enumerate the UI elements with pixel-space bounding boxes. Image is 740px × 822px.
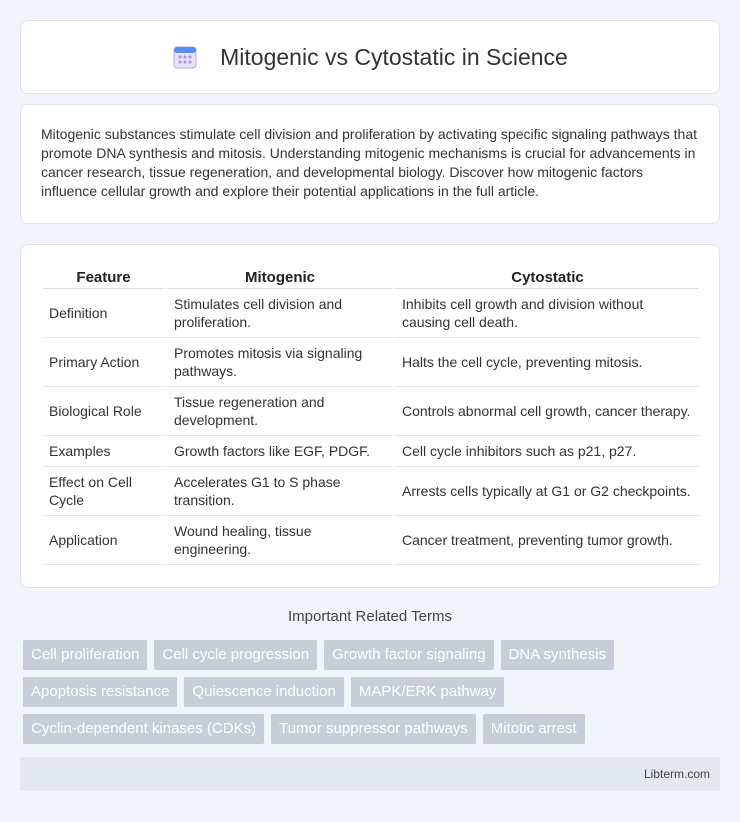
table-row <box>43 516 699 565</box>
table-row <box>43 338 699 387</box>
table-cell: Promotes mitosis via signaling pathways. <box>164 338 392 387</box>
term-tag[interactable]: Cyclin-dependent kinases (CDKs) <box>23 714 264 744</box>
term-tag[interactable]: DNA synthesis <box>501 640 615 670</box>
term-tag[interactable]: Quiescence induction <box>184 677 343 707</box>
comparison-table <box>43 265 699 565</box>
table-cell: Cancer treatment, preventing tumor growth. <box>392 516 699 565</box>
term-tag[interactable]: Growth factor signaling <box>324 640 493 670</box>
term-tag[interactable]: Mitotic arrest <box>483 714 585 744</box>
comparison-table-card <box>20 244 720 588</box>
page-title: Mitogenic vs Cytostatic in Science <box>220 43 568 70</box>
footer <box>20 757 720 791</box>
table-cell: Application <box>43 516 164 565</box>
table-cell: Wound healing, tissue engineering. <box>164 516 392 565</box>
table-row <box>43 289 699 338</box>
footer-site-link[interactable]: Libterm.com <box>643 767 710 781</box>
table-row <box>43 387 699 436</box>
header-card <box>20 20 720 94</box>
term-tag[interactable]: Cell cycle progression <box>154 640 317 670</box>
table-cell: Primary Action <box>43 338 164 387</box>
table-header-cell: Mitogenic <box>164 265 392 289</box>
table-row <box>43 436 699 467</box>
table-cell: Accelerates G1 to S phase transition. <box>164 467 392 516</box>
table-cell: Stimulates cell division and proliferation. <box>164 289 392 338</box>
table-header-cell: Cytostatic <box>392 265 699 289</box>
table-cell: Effect on Cell Cycle <box>43 467 164 516</box>
term-tag[interactable]: Apoptosis resistance <box>23 677 177 707</box>
table-cell: Growth factors like EGF, PDGF. <box>164 436 392 467</box>
table-cell: Arrests cells typically at G1 or G2 checkpoints. <box>392 467 699 516</box>
term-tag[interactable]: MAPK/ERK pathway <box>351 677 505 707</box>
table-cell: Cell cycle inhibitors such as p21, p27. <box>392 436 699 467</box>
table-cell: Examples <box>43 436 164 467</box>
term-tag[interactable]: Tumor suppressor pathways <box>271 714 476 744</box>
intro-text: Mitogenic substances stimulate cell division and proliferation by activating specific signaling pathways that promote DNA synthesis and mitosis. Understanding mitogenic mechanisms is crucial for advancements in cancer research, tissue regeneration, and developmental biology. Discover how mitogenic factors influence cellular growth and explore their potential applications in the full article. <box>41 126 698 199</box>
table-cell: Biological Role <box>43 387 164 436</box>
calendar-icon <box>172 44 198 70</box>
related-terms-list <box>23 640 723 751</box>
table-header-cell: Feature <box>43 265 164 289</box>
table-row <box>43 467 699 516</box>
table-cell: Definition <box>43 289 164 338</box>
term-tag[interactable]: Cell proliferation <box>23 640 147 670</box>
table-cell: Tissue regeneration and development. <box>164 387 392 436</box>
intro-card <box>20 104 720 224</box>
table-cell: Halts the cell cycle, preventing mitosis. <box>392 338 699 387</box>
table-header-row <box>43 265 699 289</box>
table-cell: Inhibits cell growth and division without causing cell death. <box>392 289 699 338</box>
table-cell: Controls abnormal cell growth, cancer therapy. <box>392 387 699 436</box>
related-terms-title: Important Related Terms <box>288 608 452 625</box>
